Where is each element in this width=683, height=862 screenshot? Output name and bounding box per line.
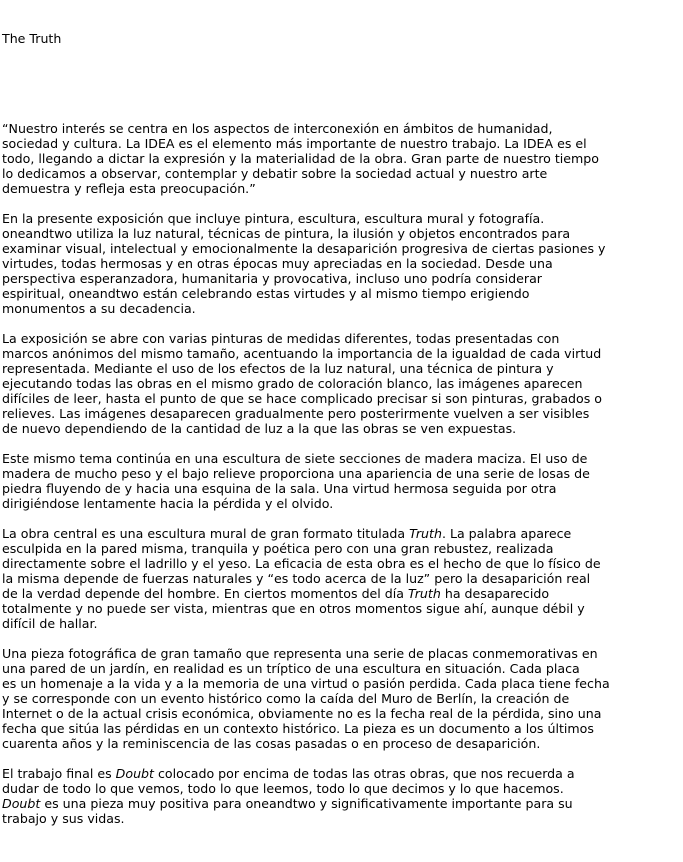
text-line: [2, 421, 681, 436]
paragraph-spacer: [2, 751, 681, 766]
italic-title: Truth: [408, 586, 441, 601]
text-run: cuarenta años y la reminiscencia de las cosas pasadas o en proceso de desaparición.: [2, 736, 541, 751]
text-line: [2, 271, 681, 286]
text-line: [2, 256, 681, 271]
text-run: piedra fluyendo de y hacia una esquina de la sala. Una virtud hermosa seguida por otra: [2, 481, 557, 496]
text-line: [2, 406, 681, 421]
text-run: relieves. Las imágenes desaparecen gradualmente pero posterirmente vuelven a ser visibles: [2, 406, 590, 421]
italic-title: Doubt: [2, 796, 41, 811]
text-run: examinar visual, intelectual y emocionalmente la desaparición progresiva de ciertas pasiones y: [2, 241, 606, 256]
text-line: [2, 361, 681, 376]
text-line: [2, 541, 681, 556]
text-line: [2, 481, 681, 496]
text-run: La exposición se abre con varias pinturas de medidas diferentes, todas presentadas con: [2, 331, 560, 346]
text-run: es una pieza muy positiva para oneandtwo y significativamente importante para su: [40, 796, 573, 811]
paragraph: [2, 451, 681, 511]
text-run: es un homenaje a la vida y a la memoria de una virtud o pasión perdida. Cada placa tiene fecha: [2, 676, 610, 691]
text-run: representada. Mediante el uso de los efectos de la luz natural, una técnica de pintura y: [2, 361, 554, 376]
text-line: [2, 136, 681, 151]
text-line: [2, 796, 681, 811]
text-line: [2, 691, 681, 706]
text-run: de nuevo dependiendo de la cantidad de luz a la que las obras se ven expuestas.: [2, 421, 517, 436]
text-line: [2, 301, 681, 316]
text-line: [2, 766, 681, 781]
paragraph: [2, 526, 681, 631]
text-run: de la verdad depende del hombre. En ciertos momentos del día: [2, 586, 409, 601]
text-run: lo dedicamos a observar, contemplar y debatir sobre la sociedad actual y nuestro arte: [2, 166, 548, 181]
text-run: madera de mucho peso y el bajo relieve proporciona una apariencia de una serie de losas de: [2, 466, 590, 481]
text-line: [2, 556, 681, 571]
text-line: [2, 646, 681, 661]
document-body: [2, 1, 681, 841]
text-run: sociedad y cultura. La IDEA es el elemento más importante de nuestro trabajo. La IDEA es el: [2, 136, 587, 151]
text-line: [2, 616, 681, 631]
text-run: difíciles de leer, hasta el punto de que se hace complicado precisar si son pinturas, grabados o: [2, 391, 603, 406]
text-line: [2, 181, 681, 196]
text-line: [2, 121, 681, 136]
text-run: virtudes, todas hermosas y en otras épocas muy apreciadas en la sociedad. Desde una: [2, 256, 553, 271]
text-run: difícil de hallar.: [2, 616, 98, 631]
paragraph-container: [2, 121, 681, 826]
paragraph-spacer: [2, 511, 681, 526]
text-line: [2, 376, 681, 391]
text-line: [2, 226, 681, 241]
text-run: colocado por encima de todas las otras obras, que nos recuerda a: [154, 766, 575, 781]
text-run: y se corresponde con un evento histórico como la caída del Muro de Berlín, la creación de: [2, 691, 570, 706]
text-line: [2, 811, 681, 826]
paragraph: [2, 646, 681, 751]
text-run: monumentos a su decadencia.: [2, 301, 196, 316]
text-run: trabajo y sus vidas.: [2, 811, 125, 826]
text-run: “Nuestro interés se centra en los aspectos de interconexión en ámbitos de humanidad,: [2, 121, 553, 136]
paragraph-spacer: [2, 631, 681, 646]
text-line: [2, 286, 681, 301]
text-run: La obra central es una escultura mural de gran formato titulada: [2, 526, 410, 541]
text-line: [2, 601, 681, 616]
text-run: El trabajo final es: [2, 766, 116, 781]
paragraph-spacer: [2, 196, 681, 211]
paragraph-spacer: [2, 436, 681, 451]
text-line: [2, 526, 681, 541]
text-run: la misma depende de fuerzas naturales y “es todo acerca de la luz” pero la desaparición real: [2, 571, 591, 586]
text-run: oneandtwo utiliza la luz natural, técnicas de pintura, la ilusión y objetos encontrados para: [2, 226, 571, 241]
text-run: dudar de todo lo que vemos, todo lo que leemos, todo lo que decimos y lo que hacemos.: [2, 781, 564, 796]
text-run: Internet o de la actual crisis económica, obviamente no es la fecha real de la pérdida, sino una: [2, 706, 602, 721]
text-run: marcos anónimos del mismo tamaño, acentuando la importancia de la igualdad de cada virtud: [2, 346, 602, 361]
text-run: directamente sobre el ladrillo y el yeso. La eficacia de esta obra es el hecho de que lo físico de: [2, 556, 601, 571]
text-run: dirigiéndose lentamente hacia la pérdida y el olvido.: [2, 496, 334, 511]
text-line: [2, 736, 681, 751]
text-line: [2, 586, 681, 601]
text-run: esculpida en la pared misma, tranquila y poética pero con una gran rebustez, realizada: [2, 541, 554, 556]
paragraph: [2, 121, 681, 196]
text-run: espiritual, oneandtwo están celebrando estas virtudes y al mismo tiempo erigiendo: [2, 286, 530, 301]
text-run: Este mismo tema continúa en una escultura de siete secciones de madera maciza. El uso de: [2, 451, 588, 466]
text-run: todo, llegando a dictar la expresión y la materialidad de la obra. Gran parte de nuestro tiempo: [2, 151, 600, 166]
paragraph: [2, 766, 681, 826]
text-line: [2, 241, 681, 256]
text-line: [2, 451, 681, 466]
text-run: En la presente exposición que incluye pintura, escultura, escultura mural y fotografía.: [2, 211, 545, 226]
text-run: totalmente y no puede ser vista, mientras que en otros momentos sigue ahí, aunque débil y: [2, 601, 585, 616]
italic-title: Doubt: [115, 766, 154, 781]
text-line: [2, 331, 681, 346]
text-line: [2, 721, 681, 736]
text-run: ha desaparecido: [440, 586, 550, 601]
text-run: Una pieza fotográfica de gran tamaño que representa una serie de placas conmemorativas en: [2, 646, 598, 661]
paragraph: [2, 211, 681, 316]
text-line: [2, 166, 681, 181]
text-run: ejecutando todas las obras en el mismo grado de coloración blanco, las imágenes aparecen: [2, 376, 583, 391]
text-run: perspectiva esperanzadora, humanitaria y provocativa, incluso uno podría considerar: [2, 271, 542, 286]
document-title: The Truth: [2, 31, 62, 46]
text-line: [2, 466, 681, 481]
paragraph-spacer: [2, 316, 681, 331]
text-line: [2, 496, 681, 511]
text-run: una pared de un jardín, en realidad es un tríptico de una escultura en situación. Cada placa: [2, 661, 580, 676]
text-line: [2, 661, 681, 676]
text-line: [2, 391, 681, 406]
text-line: [2, 151, 681, 166]
text-line: [2, 676, 681, 691]
text-run: . La palabra aparece: [441, 526, 572, 541]
text-line: [2, 781, 681, 796]
text-line: [2, 346, 681, 361]
paragraph-spacer: [2, 76, 681, 91]
text-line: [2, 706, 681, 721]
text-run: demuestra y refleja esta preocupación.”: [2, 181, 256, 196]
text-run: fecha que sitúa las pérdidas en un contexto histórico. La pieza es un documento a los últimos: [2, 721, 594, 736]
paragraph: [2, 331, 681, 436]
italic-title: Truth: [409, 526, 442, 541]
text-line: [2, 571, 681, 586]
text-line: [2, 211, 681, 226]
